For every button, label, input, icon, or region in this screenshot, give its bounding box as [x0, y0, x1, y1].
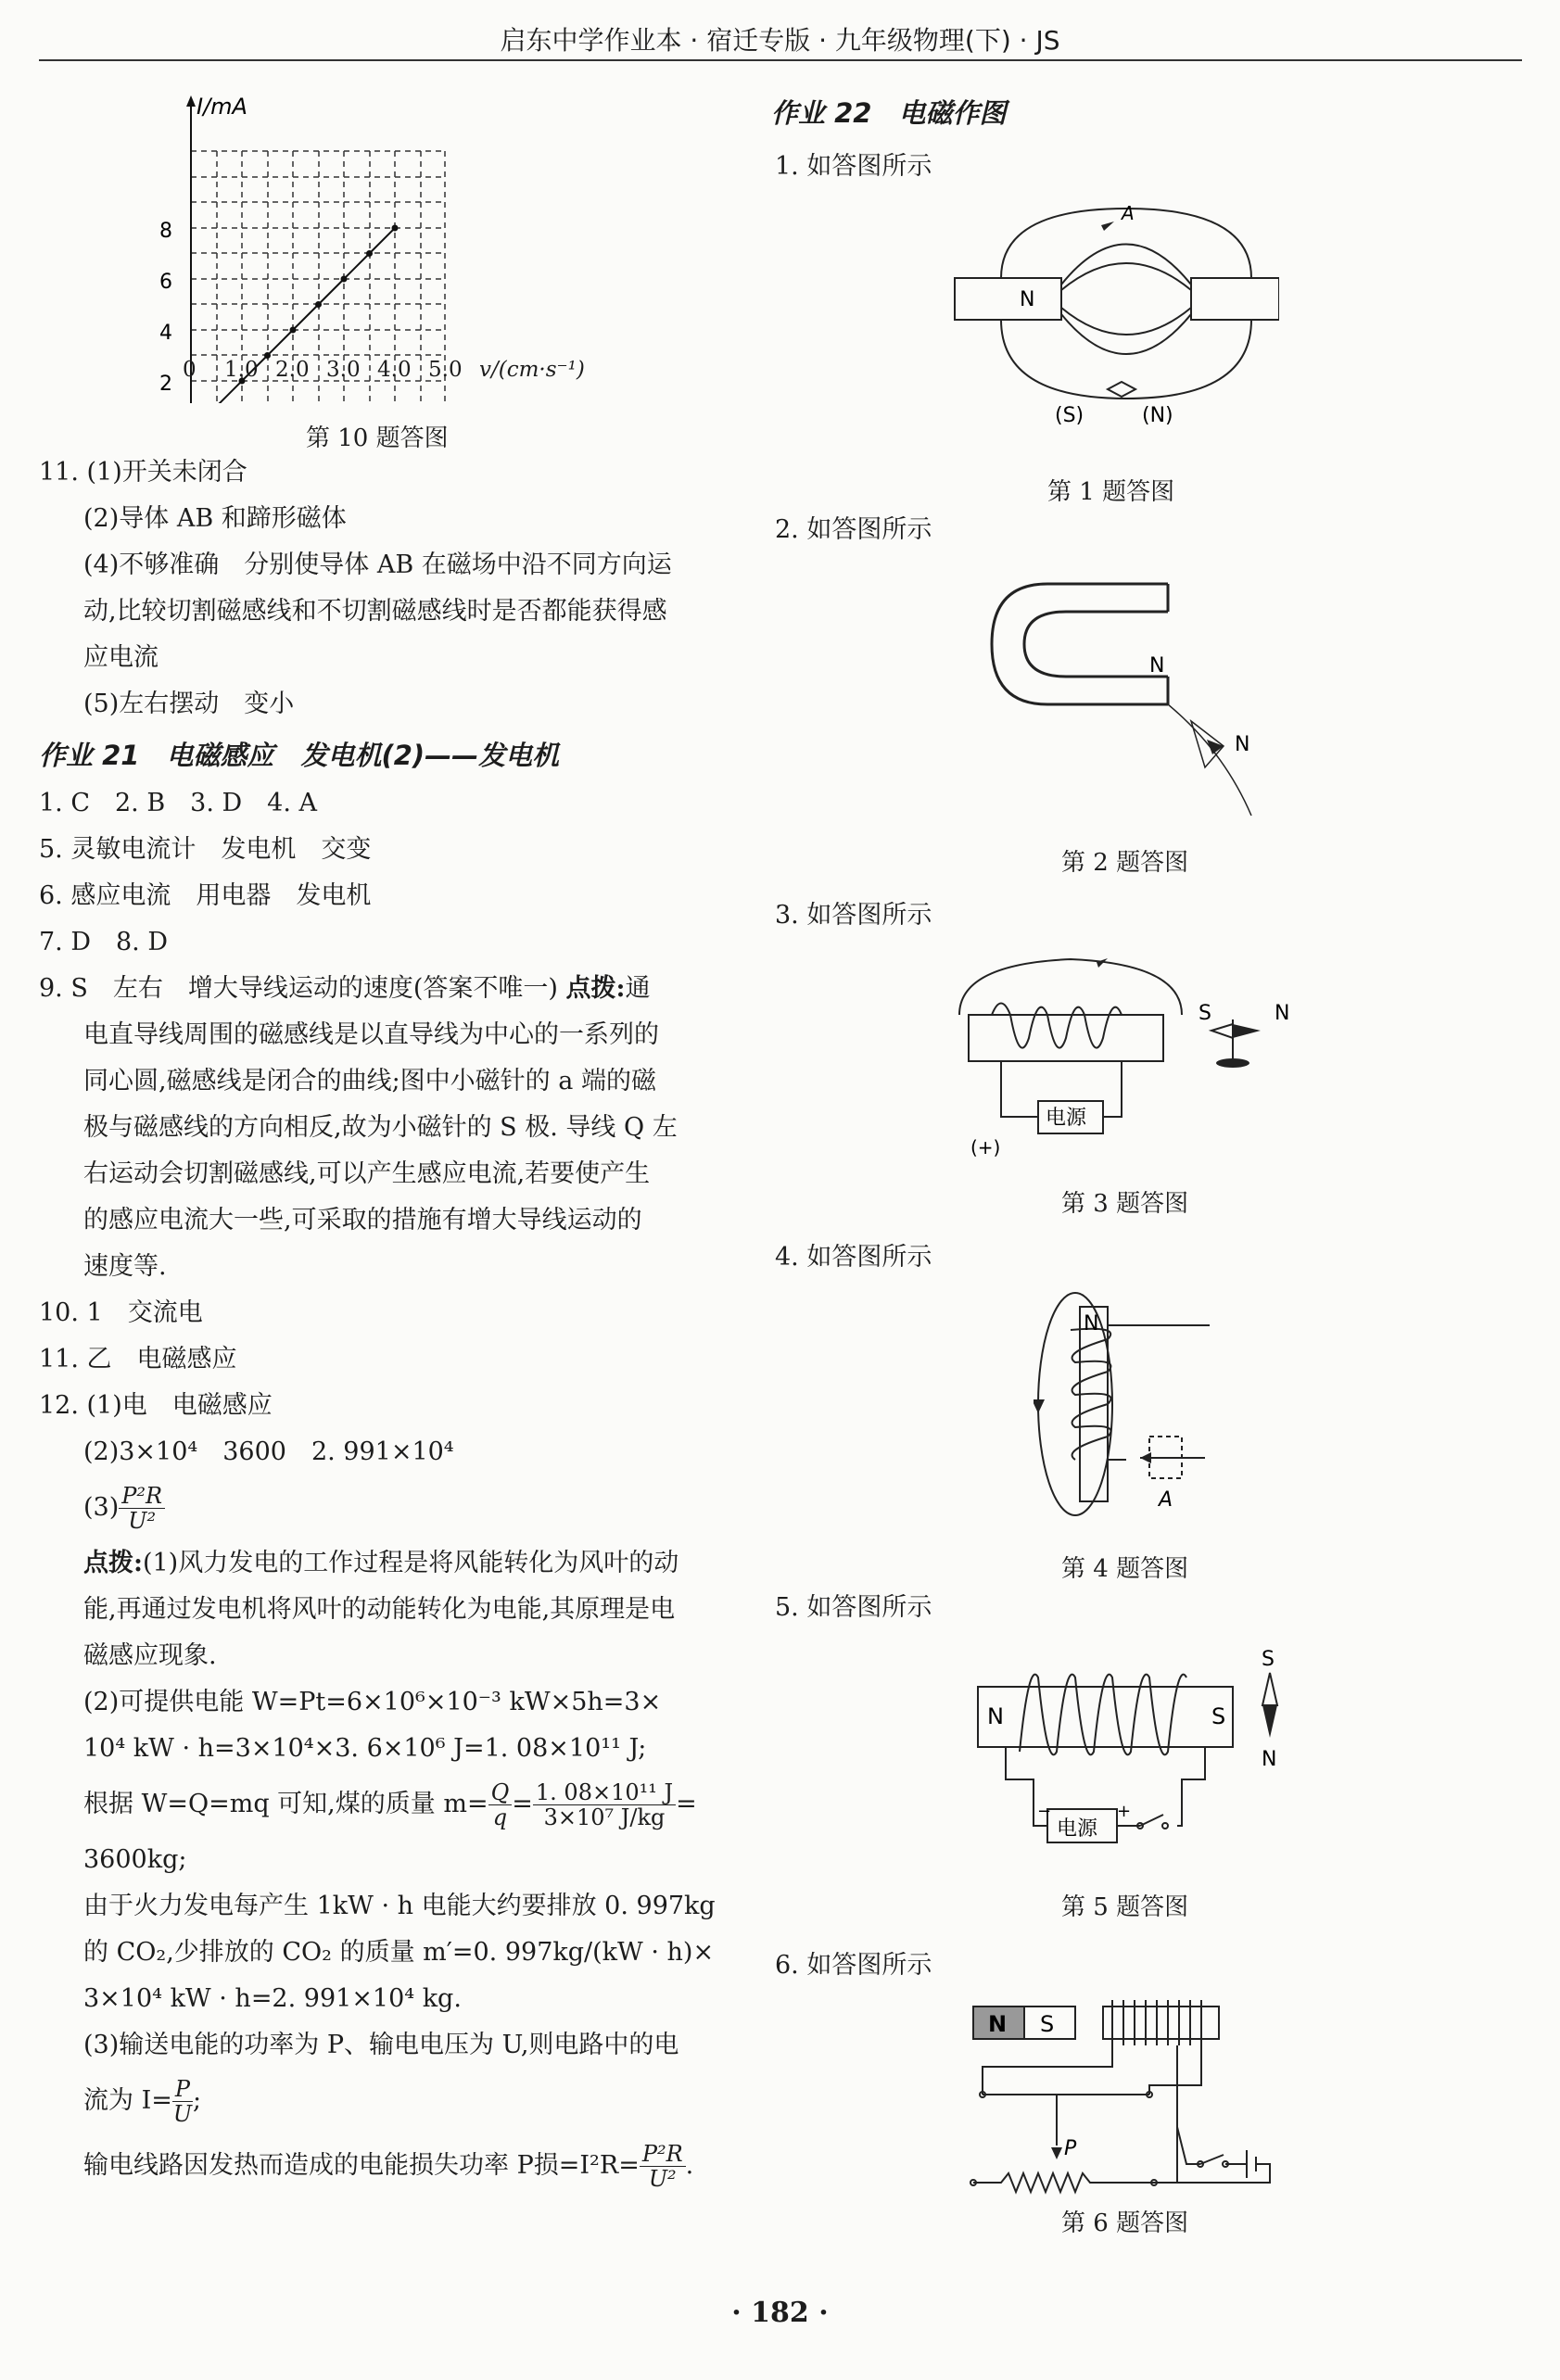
answer-line: 6. 感应电流 用电器 发电机 — [39, 881, 372, 910]
figure-4 — [1034, 1284, 1265, 1525]
slider-arrow — [1051, 2147, 1062, 2159]
magnet-left — [955, 278, 1061, 320]
answer-line: 点拨:(1)风力发电的工作过程是将风能转化为风叶的动 — [83, 1549, 679, 1577]
label-n: N — [987, 1703, 1004, 1729]
field-line — [1168, 704, 1251, 816]
data-point — [392, 225, 399, 232]
power-label: 电源 — [1046, 1107, 1087, 1130]
label-n: N — [1235, 733, 1250, 756]
hw21-block — [39, 780, 743, 2198]
coil — [992, 1004, 1122, 1048]
needle-north — [1233, 1024, 1261, 1038]
label-n: N — [1020, 288, 1035, 311]
x-tick: 1.0 — [224, 358, 259, 382]
switch — [1140, 1815, 1163, 1826]
figure-3 — [950, 945, 1302, 1177]
minus-label: − — [1037, 1802, 1052, 1821]
figure-5 — [969, 1640, 1312, 1863]
answer-line: 7. D 8. D — [39, 928, 168, 956]
hw21-title: 作业 21 电磁感应 发电机(2)——发电机 — [39, 740, 560, 771]
answer-line: 的 CO₂,少排放的 CO₂ 的质量 m′=0. 997kg/(kW · h)× — [83, 1938, 715, 1967]
arrow-icon — [1140, 1452, 1151, 1463]
solenoid-core — [978, 1687, 1233, 1747]
caption-3: 第 3 题答图 — [1061, 1190, 1189, 1218]
y-axis-label: I/mA — [197, 94, 247, 120]
caption-1: 第 1 题答图 — [1047, 478, 1175, 506]
wire — [1149, 2045, 1201, 2095]
hw22-q5: 5. 如答图所示 — [775, 1593, 932, 1622]
x-tick: 4.0 — [377, 358, 412, 382]
answer-line: 10. 1 交流电 — [39, 1298, 203, 1327]
fraction: $\frac{\text{1. 08×10¹¹ J}}{\text{3×10⁷ J/kg}}$ — [533, 1780, 676, 1830]
rheostat — [973, 2173, 1154, 2192]
hw22-title: 作业 22 电磁作图 — [771, 97, 1007, 129]
x-axis-ticks — [178, 358, 660, 395]
label-a: A — [1122, 202, 1135, 224]
caption-q10: 第 10 题答图 — [306, 424, 449, 452]
page-number: · 182 · — [731, 2297, 829, 2329]
answer-line: 右运动会切割磁感线,可以产生感应电流,若要使产生 — [83, 1159, 651, 1188]
answer-line: 9. S 左右 增大导线运动的速度(答案不唯一) 点拨:通 — [39, 974, 651, 1003]
q11-line: 动,比较切割磁感线和不切割磁感线时是否都能获得感 — [83, 597, 667, 626]
q11-block — [39, 449, 725, 728]
answer-line: 1. C 2. B 3. D 4. A — [39, 789, 318, 817]
fraction: $\frac{\text{P²R}}{\text{U²}}$ — [640, 2142, 686, 2192]
answer-line: (2)可提供电能 W=Pt=6×10⁶×10⁻³ kW×5h=3× — [83, 1688, 662, 1716]
x-tick: 5.0 — [428, 358, 463, 382]
q11-line: (4)不够准确 分别使导体 AB 在磁场中沿不同方向运 — [83, 551, 672, 579]
label-n: N — [1275, 1002, 1290, 1025]
coil — [1071, 1329, 1110, 1460]
outer-field-line — [1001, 320, 1251, 399]
y-tick-8: 8 — [159, 220, 172, 243]
answer-line: 速度等. — [83, 1252, 167, 1281]
label-n: N — [1262, 1748, 1277, 1771]
label-n: (N) — [1142, 404, 1173, 427]
plus-label: + — [1117, 1802, 1132, 1821]
answer-line: 电直导线周围的磁感线是以直导线为中心的一系列的 — [83, 1020, 659, 1049]
answer-line: (3) $\frac{\text{P²R}}{\text{U²}}$ — [39, 1475, 743, 1540]
caption-6: 第 6 题答图 — [1061, 2209, 1189, 2237]
caption-2: 第 2 题答图 — [1061, 849, 1189, 877]
y-tick-2: 2 — [159, 373, 172, 396]
data-point — [341, 276, 348, 283]
switch — [1200, 2155, 1224, 2164]
q11-line: 应电流 — [83, 643, 159, 672]
label-s: S — [1262, 1648, 1275, 1671]
answer-line: (2)3×10⁴ 3600 2. 991×10⁴ — [83, 1437, 454, 1466]
field-line — [959, 959, 1182, 1015]
wire — [1001, 1061, 1038, 1117]
label-s: S — [1199, 1002, 1211, 1025]
figure-2 — [983, 556, 1279, 834]
label-s: S — [1211, 1703, 1226, 1729]
data-point — [315, 301, 322, 308]
answer-line: 11. 乙 电磁感应 — [39, 1345, 237, 1374]
field-line — [1061, 308, 1191, 335]
label-p: P — [1064, 2137, 1077, 2160]
answer-line: (3)输送电能的功率为 P、输电电压为 U,则电路中的电 — [83, 2031, 679, 2059]
y-tick-4: 4 — [159, 322, 172, 345]
hw22-q3: 3. 如答图所示 — [775, 901, 932, 930]
caption-4: 第 4 题答图 — [1061, 1555, 1189, 1583]
plus-label: (+) — [970, 1136, 1001, 1158]
hw22-q6: 6. 如答图所示 — [775, 1951, 932, 1980]
field-line — [1061, 245, 1191, 285]
answer-line: 流为 I= $\frac{P}{U}$ ; — [83, 2075, 202, 2127]
u-magnet — [992, 584, 1168, 704]
u-magnet-inner — [1024, 612, 1168, 677]
iron-core — [1080, 1307, 1108, 1501]
answer-line: 能,再通过发电机将风叶的动能转化为电能,其原理是电 — [83, 1595, 676, 1624]
answer-line: 同心圆,磁感线是闭合的曲线;图中小磁针的 a 端的磁 — [83, 1067, 656, 1095]
answer-line: 由于火力发电每产生 1kW · h 电能大约要排放 0. 997kg — [83, 1892, 716, 1920]
figure-1 — [945, 199, 1279, 449]
header-rule — [39, 59, 1522, 61]
wire — [983, 2045, 1112, 2095]
wire — [1103, 1061, 1122, 1117]
hw22-q4: 4. 如答图所示 — [775, 1243, 932, 1272]
answer-line: 5. 灵敏电流计 发电机 交变 — [39, 835, 372, 864]
hw22-q2: 2. 如答图所示 — [775, 515, 932, 544]
data-point — [366, 250, 373, 257]
magnet-right — [1191, 278, 1279, 320]
answer-line: 极与磁感线的方向相反,故为小磁针的 S 极. 导线 Q 左 — [83, 1113, 678, 1142]
field-line — [1061, 263, 1191, 290]
label-n: N — [1084, 1312, 1099, 1336]
fraction: $\frac{Q}{q}$ — [488, 1780, 513, 1830]
caption-5: 第 5 题答图 — [1061, 1893, 1189, 1921]
answer-line: 3×10⁴ kW · h=2. 991×10⁴ kg. — [83, 1984, 462, 2013]
arrow-icon — [1101, 222, 1114, 231]
graph-q10 — [139, 88, 621, 403]
q11-line: (5)左右摆动 变小 — [83, 690, 295, 718]
answer-line: 10⁴ kW · h=3×10⁴×3. 6×10⁶ J=1. 08×10¹¹ J; — [83, 1734, 647, 1763]
arrow-icon — [1034, 1399, 1045, 1413]
power-label: 电源 — [1057, 1817, 1098, 1841]
fraction: $\frac{P}{U}$ — [172, 2075, 193, 2127]
x-tick: 3.0 — [326, 358, 361, 382]
answer-line: 磁感应现象. — [83, 1641, 217, 1670]
fraction: $\frac{\text{P²R}}{\text{U²}}$ — [119, 1484, 165, 1534]
field-line — [1038, 1293, 1112, 1515]
x-tick: 2.0 — [275, 358, 310, 382]
data-point — [290, 327, 297, 334]
label-s: (S) — [1055, 404, 1084, 427]
wire — [1177, 1747, 1205, 1826]
label-n: N — [988, 2011, 1008, 2037]
needle-north — [1262, 1705, 1277, 1738]
q11-line: 11. (1)开关未闭合 — [39, 458, 247, 487]
answer-line: 根据 W=Q=mq 可知,煤的质量 m= $\frac{Q}{q}$ = $\frac{\text{1. 08×10¹¹ J}}{\text{3×10⁷ J/kg}}$ = — [83, 1779, 697, 1830]
answer-line: 3600kg; — [83, 1845, 187, 1874]
q11-line: (2)导体 AB 和蹄形磁体 — [83, 504, 347, 533]
hw22-q1: 1. 如答图所示 — [775, 152, 932, 181]
figure-6 — [964, 1997, 1307, 2210]
y-axis-arrow — [186, 95, 196, 107]
answer-line: 12. (1)电 电磁感应 — [39, 1391, 273, 1420]
compass-needle — [1108, 382, 1135, 397]
label-s: S — [1040, 2011, 1055, 2037]
label-a: A — [1159, 1488, 1173, 1512]
x-axis-label: v/(cm·s⁻¹) — [479, 358, 585, 382]
page-header: 启东中学作业本 · 宿迁专版 · 九年级物理(下) · JS — [500, 25, 1060, 56]
answer-line: 输电线路因发热而造成的电能损失功率 P损=I²R= $\frac{\text{P²R}}{\text{U²}}$ . — [83, 2140, 694, 2192]
x-tick: 0 — [183, 358, 197, 382]
y-tick-6: 6 — [159, 271, 172, 294]
label-n: N — [1149, 654, 1165, 677]
answer-line: 的感应电流大一些,可采取的措施有增大导线运动的 — [83, 1206, 642, 1234]
